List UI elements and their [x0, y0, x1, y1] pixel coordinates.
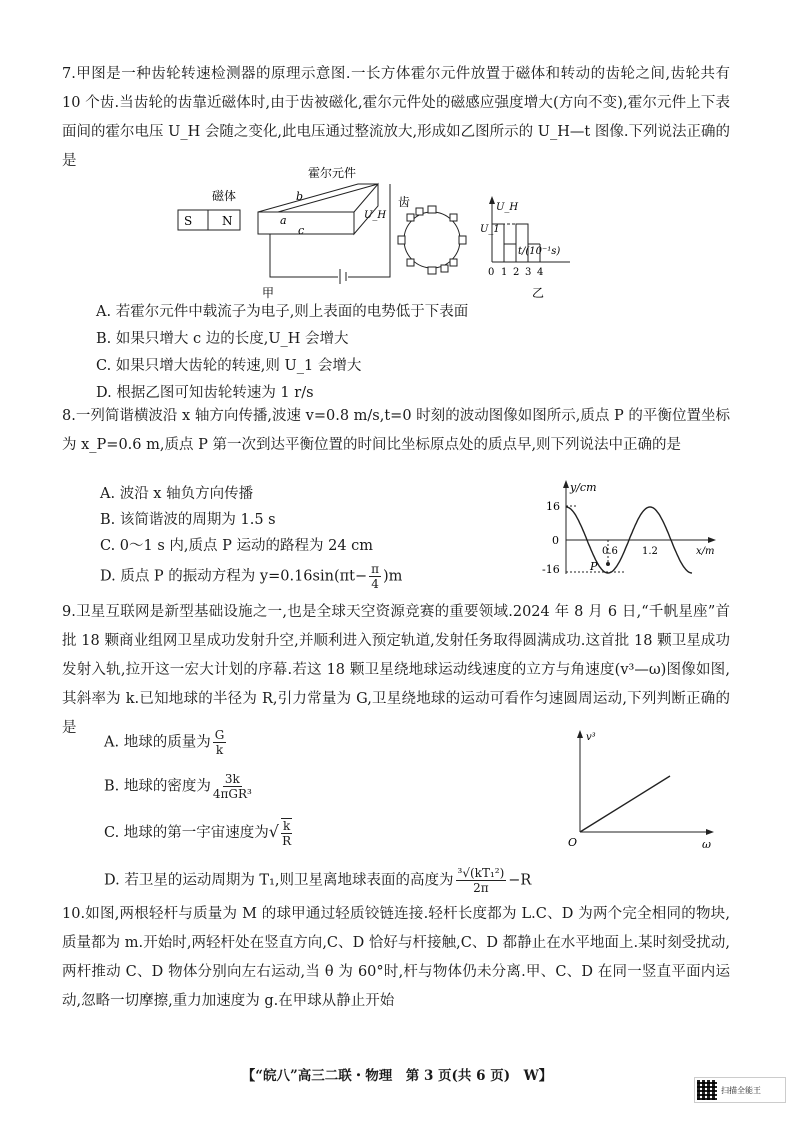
q7-option-d: D. 根据乙图可知齿轮转速为 1 r/s — [96, 385, 314, 401]
q9-d-tail: −R — [508, 872, 532, 889]
q9-a-text: A. 地球的质量为 — [104, 734, 211, 751]
frac-num: π — [371, 562, 380, 576]
question-10-stem: 10.如图,两根轻杆与质量为 M 的球甲通过轻质铰链连接.轻杆长度都为 L.C、D 为两个完全相同的物块,质量都为 m.开始时,两轻杆处在竖直方向,C、D 恰好与杆接触,C、D 都静止在水平地面上.某时刻受扰动,两杆推动 C、D 物体分别向左右运动,当 θ 为 60°时,杆与物体仍未分离.甲、C、D 在同一竖直平面内运动,忽略一切摩擦,重力加速度为 g.在甲球从静止开始 — [62, 906, 730, 1009]
point-p — [606, 562, 610, 566]
frac-den: 4πGR³ — [212, 787, 252, 801]
wave-xlabel: x/m — [696, 546, 715, 557]
figure-yi-label: 乙 — [532, 286, 545, 300]
wave-yn16: -16 — [542, 563, 560, 576]
fraction-pi-4 — [369, 562, 381, 591]
wave-ylabel: y/cm — [570, 481, 597, 494]
q9-option-c — [104, 818, 294, 848]
question-8 — [62, 402, 730, 460]
q9-option-d — [104, 866, 531, 895]
frac-den: R — [282, 834, 292, 848]
q8-option-c: C. 0～1 s 内,质点 P 运动的路程为 24 cm — [100, 538, 374, 554]
magnet-n-pole: N — [222, 214, 233, 228]
frac-den: k — [215, 743, 224, 757]
q8-option-b: B. 该简谐波的周期为 1.5 s — [100, 512, 276, 528]
q9-b-text: B. 地球的密度为 — [104, 778, 211, 795]
q7-option-b: B. 如果只增大 c 边的长度,U_H 会增大 — [96, 331, 349, 347]
q8-option-a: A. 波沿 x 轴负方向传播 — [100, 486, 254, 502]
tick-2: 2 — [513, 267, 520, 278]
hall-element-top — [258, 184, 378, 212]
q9-d-fraction — [456, 866, 507, 895]
origin-o: O — [568, 836, 578, 849]
q9-b-fraction — [213, 772, 252, 801]
question-8-stem: 8.一列简谐横波沿 x 轴方向传播,波速 v=0.8 m/s,t=0 时刻的波动图像如图所示,质点 P 的平衡位置坐标为 x_P=0.6 m,质点 P 第一次到达平衡位置的时间比坐标原点处的质点早,则下列说法中正确的是 — [62, 408, 730, 453]
wave-x06: 0.6 — [602, 546, 618, 557]
gear-teeth — [398, 206, 466, 274]
frac-den: 2π — [473, 881, 489, 895]
hall-element-label: 霍尔元件 — [308, 166, 357, 180]
q8-option-d — [100, 562, 402, 591]
q9-c-text: C. 地球的第一宇宙速度为 — [104, 825, 269, 841]
graph-xlabel: t/(10⁻¹s) — [518, 246, 561, 257]
graph-ylabel: U_H — [496, 202, 519, 213]
q8-option-d-tail: )m — [383, 568, 403, 585]
figure-7 — [170, 162, 590, 302]
page-footer: 【“皖八”高三二联・物理 第 3 页(共 6 页) W】 — [241, 1068, 553, 1084]
q9-d-text: D. 若卫星的运动周期为 T₁,则卫星离地球表面的高度为 — [104, 872, 454, 889]
wave-origin: 0 — [552, 534, 559, 547]
figure-8-wave — [536, 478, 726, 588]
point-p-label: P — [590, 560, 598, 573]
sqrt-sign: √ — [268, 822, 279, 841]
frac-num: G — [214, 728, 225, 742]
question-7-stem: 7.甲图是一种齿轮转速检测器的原理示意图.一长方体霍尔元件放置于磁体和转动的齿轮之间,齿轮共有 10 个齿.当齿轮的齿靠近磁体时,由于齿被磁化,霍尔元件处的磁感应强度增大(方向不变),霍尔元件上下表面间的霍尔电压 U_H 会随之变化,此电压通过整流放大,形成如乙图所示的 U_H—t 图像.下列说法正确的是 — [62, 66, 730, 169]
figure-9-graph — [562, 728, 722, 852]
question-7 — [62, 60, 730, 176]
scanner-watermark — [694, 1077, 786, 1103]
q8-option-d-text: D. 质点 P 的振动方程为 y=0.16sin(πt− — [100, 568, 368, 585]
tick-4: 4 — [537, 267, 544, 278]
gear-label: 齿 — [398, 195, 411, 209]
frac-den: 4 — [371, 577, 379, 591]
label-uh: U_H — [364, 210, 387, 221]
v3-ylabel: v³ — [586, 732, 596, 743]
question-9-stem: 9.卫星互联网是新型基础设施之一,也是全球天空资源竞赛的重要领域.2024 年 8 月 6 日,“千帆星座”首批 18 颗商业组网卫星成功发射升空,并顺利进入预定轨道,发射任务取得圆满成功.这首批 18 颗卫星成功发射入轨,拉开这一宏大计划的序幕.若这 18 颗卫星绕地球运动线速度的立方与角速度(v³—ω)图像如图,其斜率为 k.已知地球的半径为 R,引力常量为 G,卫星绕地球的运动可看作匀速圆周运动,下列判断正确的是 — [62, 604, 730, 736]
tick-1: 1 — [501, 267, 508, 278]
uh-t-graph — [480, 196, 570, 300]
frac-num: 3k — [224, 772, 240, 786]
q9-option-a — [104, 728, 228, 757]
q9-option-b — [104, 772, 254, 801]
question-9 — [62, 598, 730, 743]
hall-element-front — [258, 212, 354, 234]
q9-a-fraction — [213, 728, 227, 757]
q7-option-c: C. 如果只增大齿轮的转速,则 U_1 会增大 — [96, 358, 362, 374]
question-10 — [62, 900, 730, 1016]
q9-c-fraction — [281, 818, 292, 848]
label-c: c — [298, 224, 305, 237]
omega-xlabel: ω — [702, 838, 711, 851]
frac-num: ³√(kT₁²) — [457, 866, 505, 880]
label-b: b — [296, 190, 304, 203]
wave-x12: 1.2 — [642, 546, 658, 557]
frac-num: k — [283, 819, 291, 833]
magnet-label: 磁体 — [212, 189, 237, 203]
tick-3: 3 — [525, 267, 532, 278]
wave-y16: 16 — [546, 500, 560, 513]
scanner-name: 扫描全能王 — [721, 1085, 761, 1095]
v3-omega-line — [580, 776, 670, 832]
label-a: a — [280, 214, 287, 227]
q7-option-a: A. 若霍尔元件中载流子为电子,则上表面的电势低于下表面 — [96, 304, 469, 320]
figure-jia-label: 甲 — [262, 286, 275, 300]
graph-u1-label: U_1 — [480, 224, 500, 235]
qr-code-icon — [697, 1080, 717, 1100]
magnet-s-pole: S — [184, 214, 193, 228]
tick-0: 0 — [488, 267, 495, 278]
